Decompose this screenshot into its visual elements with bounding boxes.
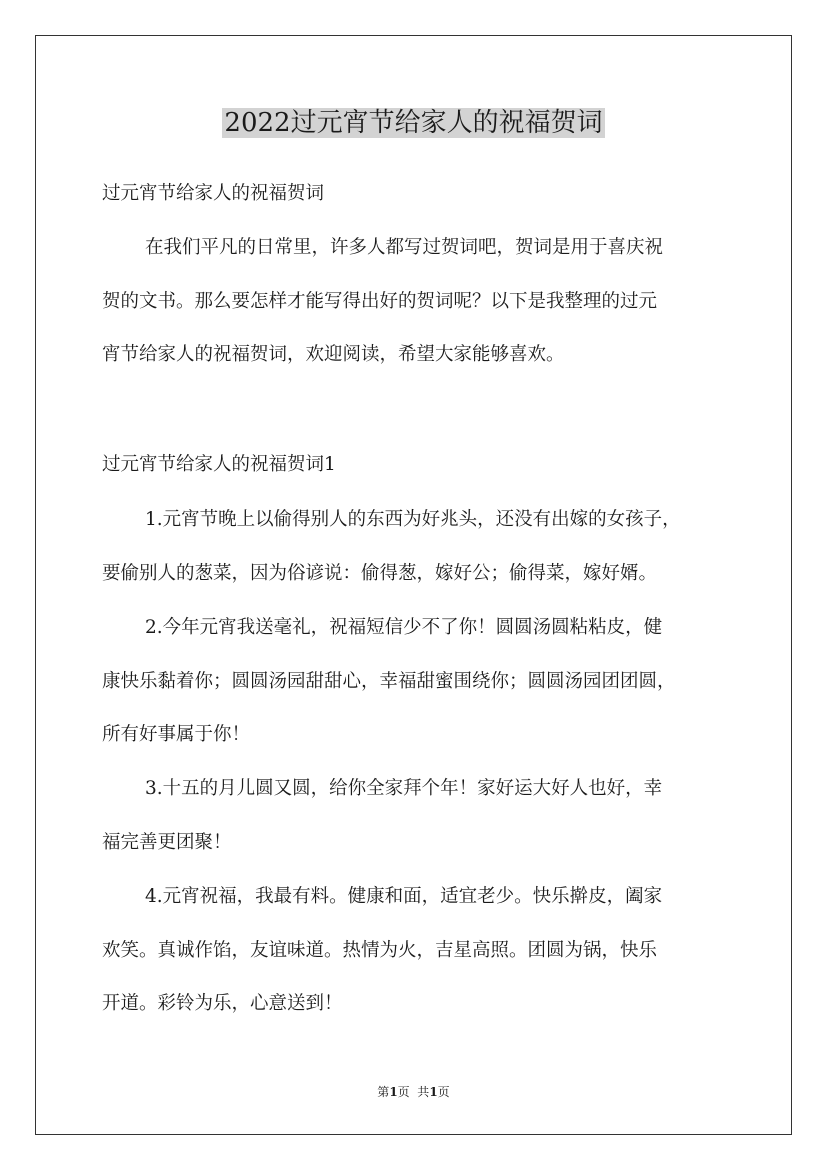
intro-line-3: 宵节给家人的祝福贺词，欢迎阅读，希望大家能够喜欢。 [102,344,565,365]
section-heading: 过元宵节给家人的祝福贺词1 [102,454,336,475]
item-2-line-2: 康快乐黏着你；圆圆汤园甜甜心，幸福甜蜜围绕你；圆圆汤园团团圆， [102,671,676,692]
item-4-line-2: 欢笑。真诚作馅，友谊味道。热情为火，吉星高照。团圆为锅，快乐 [102,940,658,961]
item-1-line-1: 1.元宵节晚上以偷得别人的东西为好兆头，还没有出嫁的女孩子， [145,509,681,530]
intro-line-1: 在我们平凡的日常里，许多人都写过贺词吧，贺词是用于喜庆祝 [145,237,664,258]
item-1-line-2: 要偷别人的葱菜，因为俗谚说：偷得葱，嫁好公；偷得菜，嫁好婿。 [102,563,658,584]
item-3-line-1: 3.十五的月儿圆又圆，给你全家拜个年！家好运大好人也好，幸 [145,778,663,799]
item-4-line-1: 4.元宵祝福，我最有料。健康和面，适宜老少。快乐擀皮，阖家 [145,886,663,907]
footer-page-prefix: 第 [377,1085,390,1099]
item-4-line-3: 开道。彩铃为乐，心意送到！ [102,993,343,1014]
item-2-line-3: 所有好事属于你！ [102,724,251,745]
intro-line-2: 贺的文书。那么要怎样才能写得出好的贺词呢？以下是我整理的过元 [102,291,658,312]
item-3-line-2: 福完善更团聚！ [102,832,232,853]
footer-page-current: 1 [389,1085,398,1099]
footer-page-total: 1 [429,1085,438,1099]
document-title: 2022过元宵节给家人的祝福贺词 [224,108,603,138]
footer-page-mid: 页 共 [397,1085,430,1099]
item-2-line-1: 2.今年元宵我送毫礼，祝福短信少不了你！圆圆汤圆粘粘皮，健 [145,617,663,638]
document-subtitle: 过元宵节给家人的祝福贺词 [102,183,325,204]
footer-page-suffix: 页 [437,1085,450,1099]
page-number-footer [0,1083,827,1101]
